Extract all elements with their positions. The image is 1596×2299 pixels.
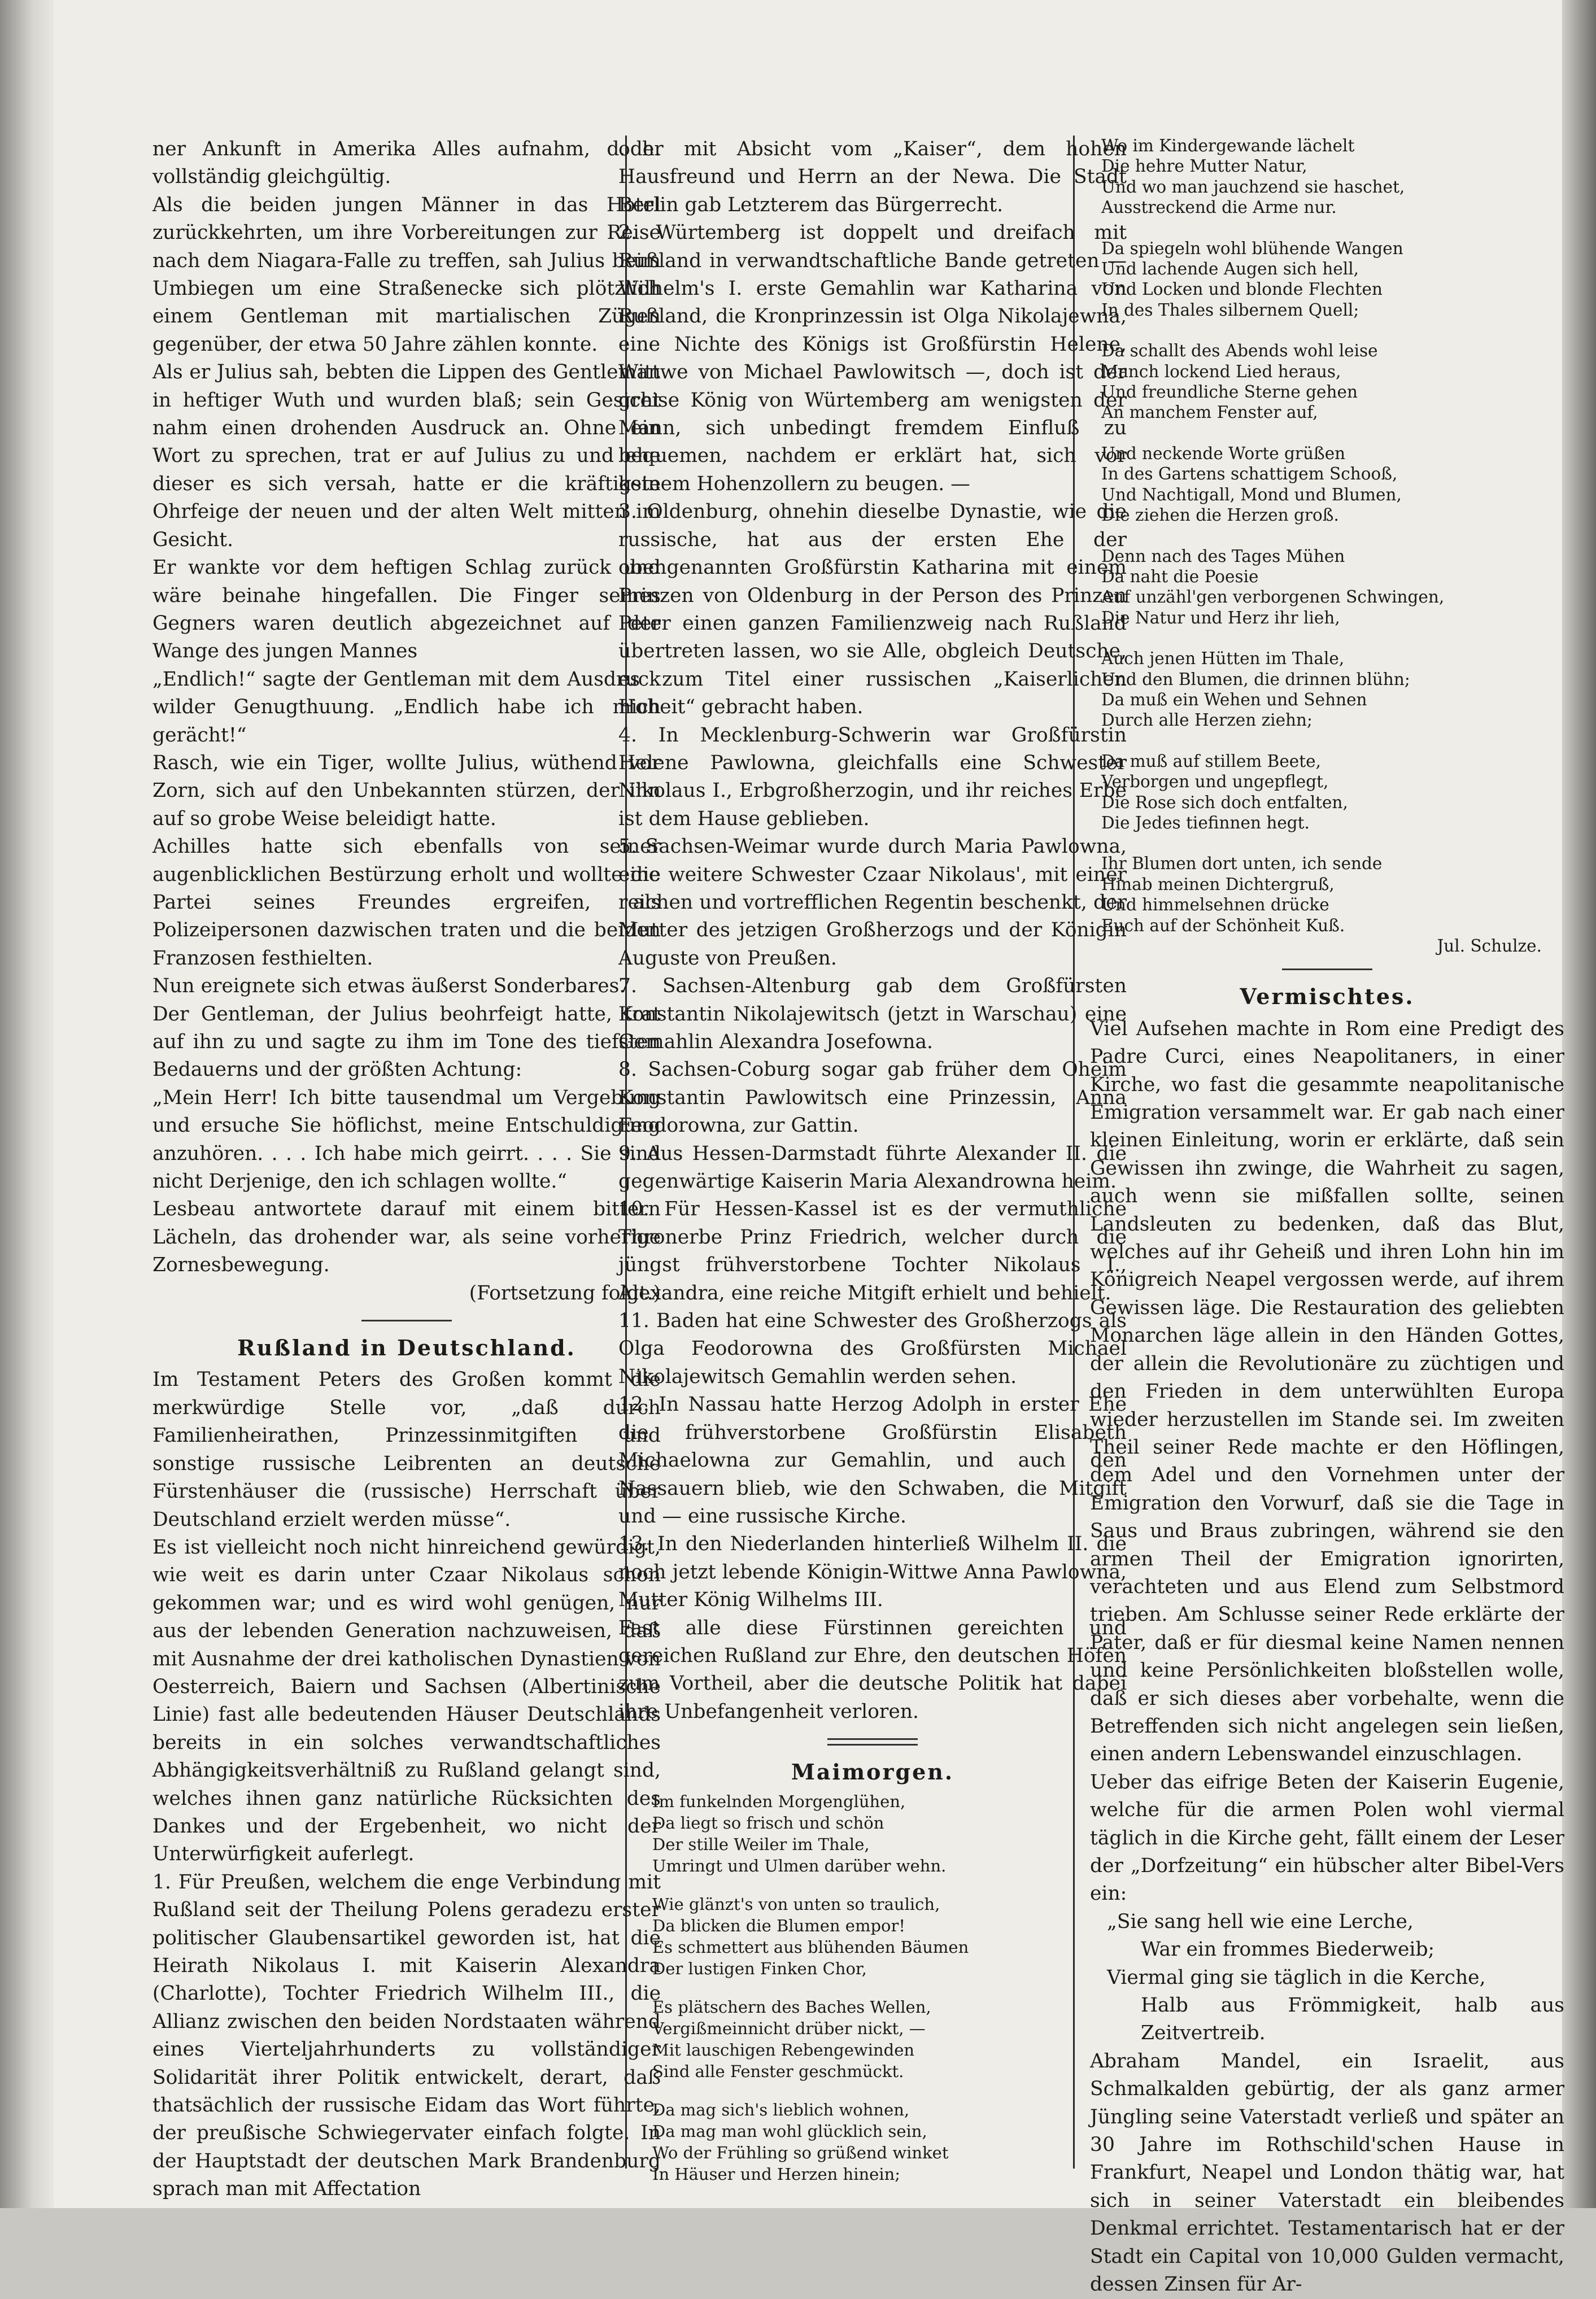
poem-line: Auf unzähl'gen verborgenen Schwingen, xyxy=(1101,587,1445,607)
newspaper-page xyxy=(54,0,1564,2296)
section-title: Vermischtes. xyxy=(1240,984,1415,1010)
paragraph: 8. Sachsen-Coburg sogar gab früher dem Oheim Konstantin Pawlowitsch eine Prinzessin, Anna Feodorowna, zur Gattin. xyxy=(618,1058,1127,1137)
poem-line: Sind alle Fenster geschmückt. xyxy=(652,2061,904,2081)
poem-continued xyxy=(1101,136,1564,956)
poem-line: Da schallt des Abends wohl leise xyxy=(1101,341,1378,361)
poem-line: Da mag man wohl glücklich sein, xyxy=(652,2121,927,2141)
poem-line: Und himmelsehnen drücke xyxy=(1101,895,1329,915)
poem-line: Ihr Blumen dort unten, ich sende xyxy=(1101,854,1383,874)
poem-line: Es plätschern des Baches Wellen, xyxy=(652,1997,931,2017)
poem-line: Die Jedes tiefinnen hegt. xyxy=(1101,813,1310,832)
poem-line: An manchem Fenster auf, xyxy=(1101,403,1318,422)
paragraph: 7. Sachsen-Altenburg gab dem Großfürsten Konstantin Nikolajewitsch (jetzt in Warschau) eine Gemahlin Alexandra Josefowna. xyxy=(618,975,1127,1053)
separator xyxy=(827,1738,918,1746)
quote xyxy=(1107,1908,1564,2048)
poem-stanza xyxy=(652,2099,1127,2185)
paragraph: Der Gentleman, der Julius beohrfeigt hatte, trat auf ihn zu und sagte zu ihm im Tone des tiefsten Bedauerns und der größten Achtung: xyxy=(152,1002,661,1081)
poem-stanza xyxy=(652,1894,1127,1979)
poem-line: Und neckende Worte grüßen xyxy=(1101,443,1346,463)
column-1 xyxy=(152,136,661,2201)
poem-line: Im funkelnden Morgenglühen, xyxy=(652,1791,906,1811)
paragraph: Abraham Mandel, ein Israelit, aus Schmalkalden gebürtig, der als ganz armer Jüngling seine Vaterstadt verließ und später an 30 Jahre im Rothschild'schen Hause in Frankfurt, Neapel und London thätig war, hat sich in seiner Vaterstadt ein bleibendes Denkmal errichtet. Testamentarisch hat er der Stadt ein Capital von 10,000 Gulden vermacht, dessen Zinsen für Ar- xyxy=(1090,2049,1564,2296)
separator xyxy=(1282,969,1372,970)
poem-line: Wo im Kindergewande lächelt xyxy=(1101,136,1355,155)
poem-line: Auch jenen Hütten im Thale, xyxy=(1101,649,1345,669)
poem-line: Da blicken die Blumen empor! xyxy=(652,1916,905,1935)
paragraph: 10. Für Hessen-Kassel ist es der vermuthliche Thronerbe Prinz Friedrich, welcher durch die jüngst frühverstorbene Tochter Nikolaus I., Alexandra, eine reiche Mitgift erhielt und behielt. xyxy=(618,1198,1127,1305)
continuation-note: (Fortsetzung folgt.) xyxy=(469,1281,661,1305)
poem-line: Der stille Weiler im Thale, xyxy=(652,1834,870,1854)
paragraph: 4. In Mecklenburg-Schwerin war Großfürstin Helene Pawlowna, gleichfalls eine Schwester Nikolaus I., Erbgroßherzogin, und ihr reiches Erbe ist dem Hause geblieben. xyxy=(618,723,1127,830)
poem-line: Da naht die Poesie xyxy=(1101,566,1259,586)
paragraph: Er wankte vor dem heftigen Schlag zurück und wäre beinahe hingefallen. Die Finger seines Gegners waren deutlich abgezeichnet auf der Wange des jungen Mannes xyxy=(152,556,661,663)
paragraph: Als er Julius sah, bebten die Lippen des Gentleman in heftiger Wuth und wurden blaß; sein Gesicht nahm einen drohenden Ausdruck an. Ohne ein Wort zu sprechen, trat er auf Julius zu und ehe dieser es sich versah, hatte er die kräftigste Ohrfeige der neuen und der alten Welt mitten im Gesicht. xyxy=(152,361,661,551)
paragraph: Als die beiden jungen Männer in das Hotel zurückkehrten, um ihre Vorbereitungen zur Reise nach dem Niagara-Falle zu treffen, sah Julius beim Umbiegen um eine Straßenecke sich plötzlich einem Gentleman mit martialischen Zügen gegenüber, der etwa 50 Jahre zählen konnte. xyxy=(152,193,661,356)
paragraph: 5. Sachsen-Weimar wurde durch Maria Pawlowna, eine weitere Schwester Czaar Nikolaus', mit einer reichen und vortrefflichen Regentin beschenkt, der Mutter des jetzigen Großherzogs und der Königin Auguste von Preußen. xyxy=(618,835,1127,970)
column-2 xyxy=(618,136,1127,2184)
poem-line: Und den Blumen, die drinnen blühn; xyxy=(1101,669,1410,689)
poem-stanza xyxy=(1101,443,1564,526)
poem-line: Vergißmeinnicht drüber nickt, — xyxy=(652,2018,926,2038)
paragraph: 3. Oldenburg, ohnehin dieselbe Dynastie, wie die russische, hat aus der ersten Ehe der obengenannten Großfürstin Katharina mit einem Prinzen von Oldenburg in der Person des Prinzen Peter einen ganzen Familienzweig nach Rußland übertreten lassen, wo sie Alle, obgleich Deutsche, es zum Titel einer russischen „Kaiserlichen Hoheit“ gebracht haben. xyxy=(618,500,1127,719)
poem-line: Da muß ein Wehen und Sehnen xyxy=(1101,690,1367,709)
poem-line: Verborgen und ungepflegt, xyxy=(1101,772,1329,792)
paragraph: 12. In Nassau hatte Herzog Adolph in erster Ehe die frühverstorbene Großfürstin Elisabeth Michaelowna zur Gemahlin, und auch den Nassauern blieb, wie den Schwaben, die Mitgift und — eine russische Kirche. xyxy=(618,1393,1127,1528)
poem-line: Da muß auf stillem Beete, xyxy=(1101,751,1321,771)
poem-line: Die hehre Mutter Natur, xyxy=(1101,156,1307,176)
poem-line: Wie glänzt's von unten so traulich, xyxy=(652,1894,940,1914)
poem-line: Da mag sich's lieblich wohnen, xyxy=(652,2100,910,2119)
poem-line: Und freundliche Sterne gehen xyxy=(1101,382,1358,402)
poem-line: Und lachende Augen sich hell, xyxy=(1101,259,1359,279)
quote-line: War ein frommes Biederweib; xyxy=(1141,1938,1435,1961)
poem-stanza xyxy=(652,1791,1127,1877)
quote-line: Halb aus Frömmigkeit, halb aus Zeitvertreib. xyxy=(1141,1994,1564,2045)
paragraph: Lesbeau antwortete darauf mit einem bittern Lächeln, das drohender war, als seine vorherige Zornesbewegung. xyxy=(152,1198,661,1277)
article-title: Rußland in Deutschland. xyxy=(237,1335,576,1361)
poem-line: Die ziehen die Herzen groß. xyxy=(1101,505,1339,525)
poem-line: Manch lockend Lied heraus, xyxy=(1101,361,1341,381)
poem-line: Durch alle Herzen ziehn; xyxy=(1101,710,1312,730)
poem-line: Da spiegeln wohl blühende Wangen xyxy=(1101,238,1403,258)
paragraph: 13. In den Niederlanden hinterließ Wilhelm II. die noch jetzt lebende Königin-Wittwe Anna Pawlowna, Mutter König Wilhelms III. xyxy=(618,1533,1127,1612)
poem-line: Hinab meinen Dichtergruß, xyxy=(1101,874,1335,894)
paragraph: Es ist vielleicht noch nicht hinreichend gewürdigt, wie weit es darin unter Czaar Nikolaus schon gekommen war; und es wird wohl genügen, nur aus der lebenden Generation nachzuweisen, daß mit Ausnahme der drei katholischen Dynastien von Oesterreich, Baiern und Sachsen (Albertinische Linie) fast alle bedeutenden Häuser Deutschlands bereits in ein solches verwandtschaftliches Abhängigkeitsverhältniß zu Rußland gelangt sind, welches ihnen ganz natürliche Rücksichten des Dankes und der Ergebenheit, wo nicht der Unterwürfigkeit auferlegt. xyxy=(152,1535,661,1866)
poem-stanza xyxy=(1101,853,1564,936)
quote-line: „Sie sang hell wie eine Lerche, xyxy=(1107,1910,1414,1933)
scan-edge-right xyxy=(1562,0,1596,2208)
poem-author: Jul. Schulze. xyxy=(1437,936,1542,956)
paragraph: Viel Aufsehen machte in Rom eine Predigt des Padre Curci, eines Neapolitaners, in einer Kirche, wo fast die gesammte neapolitanische Emigration versammelt war. Er gab nach einer kleinen Einleitung, worin er erklärte, daß sein Gewissen ihn zwinge, die Wahrheit zu sagen, auch wenn sie mißfallen sollte, seinen Landsleuten zu bedenken, daß das Blut, welches auf ihr Geheiß und ihren Lohn hin im Königreich Neapel vergossen werde, auf ihrem Gewissen läge. Die Restauration des geliebten Monarchen läge allein in den Händen Gottes, der allein die Revolutionäre zu züchtigen und den Frieden in dem unterwühlten Europa wieder herzustellen im Stande sei. Im zweiten Theil seiner Rede machte er den Höflingen, dem Adel und den Vornehmen unter der Emigration den Vorwurf, daß sie die Tage in Saus und Braus zubringen, während sie den armen Theil der Emigration ignorirten, verachteten und aus Elend zum Selbstmord trieben. Am Schlusse seiner Rede erklärte der Pater, daß er für diesmal keine Namen nennen und keine Persönlichkeiten bloßstellen wolle, daß er sich dieses aber vorbehalte, wenn die Betreffenden sich nicht angelegen sein ließen, einen andern Lebenswandel einzuschlagen. xyxy=(1090,1017,1564,1766)
separator xyxy=(361,1320,452,1321)
poem xyxy=(652,1791,1127,2185)
poem-stanza xyxy=(1101,751,1564,834)
paragraph: Ueber das eifrige Beten der Kaiserin Eugenie, welche für die armen Polen wohl viermal täglich in die Kirche geht, fällt einem der Leser der „Dorfzeitung“ ein hübscher alter Bibel-Vers ein: xyxy=(1090,1770,1564,1905)
poem-line: Da liegt so frisch und schön xyxy=(652,1813,884,1833)
poem-line: Wo der Frühling so grüßend winket xyxy=(652,2143,949,2162)
poem-stanza xyxy=(1101,341,1564,423)
poem-line: Euch auf der Schönheit Kuß. xyxy=(1101,915,1345,935)
paragraph: Achilles hatte sich ebenfalls von seiner augenblicklichen Bestürzung erholt und wollte die Partei seines Freundes ergreifen, als Polizeipersonen dazwischen traten und die beiden Franzosen festhielten. xyxy=(152,835,661,970)
scan-edge-left xyxy=(0,0,54,2208)
poem-line: In des Thales silbernem Quell; xyxy=(1101,300,1359,320)
paragraph: 1. Für Preußen, welchem die enge Verbindung mit Rußland seit der Theilung Polens geradezu erster politischer Glaubensartikel geworden ist, hat die Heirath Nikolaus I. mit Kaiserin Alexandra (Charlotte), Tochter Friedrich Wilhelm III., die Allianz zwischen den beiden Nordstaaten während eines Vierteljahrhunderts zu vollständiger Solidarität ihrer Politik entwickelt, derart, daß thatsächlich der russische Eidam das Wort führte, der preußische Schwiegervater einfach folgte. In der Hauptstadt der deutschen Mark Brandenburg sprach man mit Affectation xyxy=(152,1870,661,2201)
poem-line: Der lustigen Finken Chor, xyxy=(652,1958,867,1978)
poem-line: Die Natur und Herz ihr lieh, xyxy=(1101,608,1340,627)
poem-line: Und Locken und blonde Flechten xyxy=(1101,280,1383,299)
poem-line: Die Rose sich doch entfalten, xyxy=(1101,792,1348,812)
poem-stanza xyxy=(652,1996,1127,2082)
paragraph: „Endlich!“ sagte der Gentleman mit dem Ausdruck wilder Genugthuung. „Endlich habe ich mich gerächt!“ xyxy=(152,668,661,747)
poem-title: Maimorgen. xyxy=(791,1759,954,1785)
poem-line: Und Nachtigall, Mond und Blumen, xyxy=(1101,485,1402,504)
paragraph: Fast alle diese Fürstinnen gereichten und gereichen Rußland zur Ehre, den deutschen Höfen zum Vortheil, aber die deutsche Politik hat dabei ihre Unbefangenheit verloren. xyxy=(618,1616,1127,1723)
poem-stanza xyxy=(1101,648,1564,731)
paragraph: 11. Baden hat eine Schwester des Großherzogs als Olga Feodorowna des Großfürsten Michael Nikolajewitsch Gemahlin werden sehen. xyxy=(618,1310,1127,1388)
poem-line: Es schmettert aus blühenden Bäumen xyxy=(652,1937,969,1957)
paragraph: „Mein Herr! Ich bitte tausendmal um Vergebung und ersuche Sie höflichst, meine Entschuldigung anzuhören. . . . Ich habe mich geirrt. . . . Sie sind nicht Derjenige, den ich schlagen wollte.“ xyxy=(152,1086,661,1193)
poem-line: In Häuser und Herzen hinein; xyxy=(652,2164,901,2184)
paragraph: Rasch, wie ein Tiger, wollte Julius, wüthend vor Zorn, sich auf den Unbekannten stürzen, der ihn auf so grobe Weise beleidigt hatte. xyxy=(152,751,661,830)
paragraph: oder mit Absicht vom „Kaiser“, dem hohen Hausfreund und Herrn an der Newa. Die Stadt Berlin gab Letzterem das Bürgerrecht. xyxy=(618,138,1127,216)
paragraph: 2. Würtemberg ist doppelt und dreifach mit Rußland in verwandtschaftliche Bande getreten — Wilhelm's I. erste Gemahlin war Katharina von Rußland, die Kronprinzessin ist Olga Nikolajewna, eine Nichte des Königs ist Großfürstin Helene, Wittwe von Michael Pawlowitsch —, doch ist der greise König von Würtemberg am wenigsten der Mann, sich unbedingt fremdem Einfluß zu bequemen, nachdem er erklärt hat, sich vor keinem Hohenzollern zu beugen. — xyxy=(618,221,1127,495)
poem-line: Denn nach des Tages Mühen xyxy=(1101,546,1345,566)
poem-stanza xyxy=(1101,136,1564,218)
poem-stanza xyxy=(1101,546,1564,629)
poem-line: Ausstreckend die Arme nur. xyxy=(1101,198,1337,217)
poem-line: In des Gartens schattigem Schooß, xyxy=(1101,464,1398,484)
poem-stanza xyxy=(1101,238,1564,321)
poem-line: Und wo man jauchzend sie haschet, xyxy=(1101,177,1405,197)
paragraph: Im Testament Peters des Großen kommt die merkwürdige Stelle vor, „daß durch Familienheirathen, Prinzessinmitgiften und sonstige russische Leibrenten an deutsche Fürstenhäuser die (russische) Herrschaft über Deutschland erzielt werden müsse“. xyxy=(152,1368,661,1531)
paragraph: 9. Aus Hessen-Darmstadt führte Alexander II. die gegenwärtige Kaiserin Maria Alexandrowna heim. xyxy=(618,1142,1127,1193)
paragraph: ner Ankunft in Amerika Alles aufnahm, d. h. vollständig gleichgültig. xyxy=(152,138,661,189)
poem-line: Mit lauschigen Rebengewinden xyxy=(652,2040,915,2060)
quote-line: Viermal ging sie täglich in die Kerche, xyxy=(1107,1966,1486,1989)
poem-line: Umringt und Ulmen darüber wehn. xyxy=(652,1856,947,1875)
column-3 xyxy=(1090,136,1564,2296)
paragraph: Nun ereignete sich etwas äußerst Sonderbares. xyxy=(152,975,626,998)
